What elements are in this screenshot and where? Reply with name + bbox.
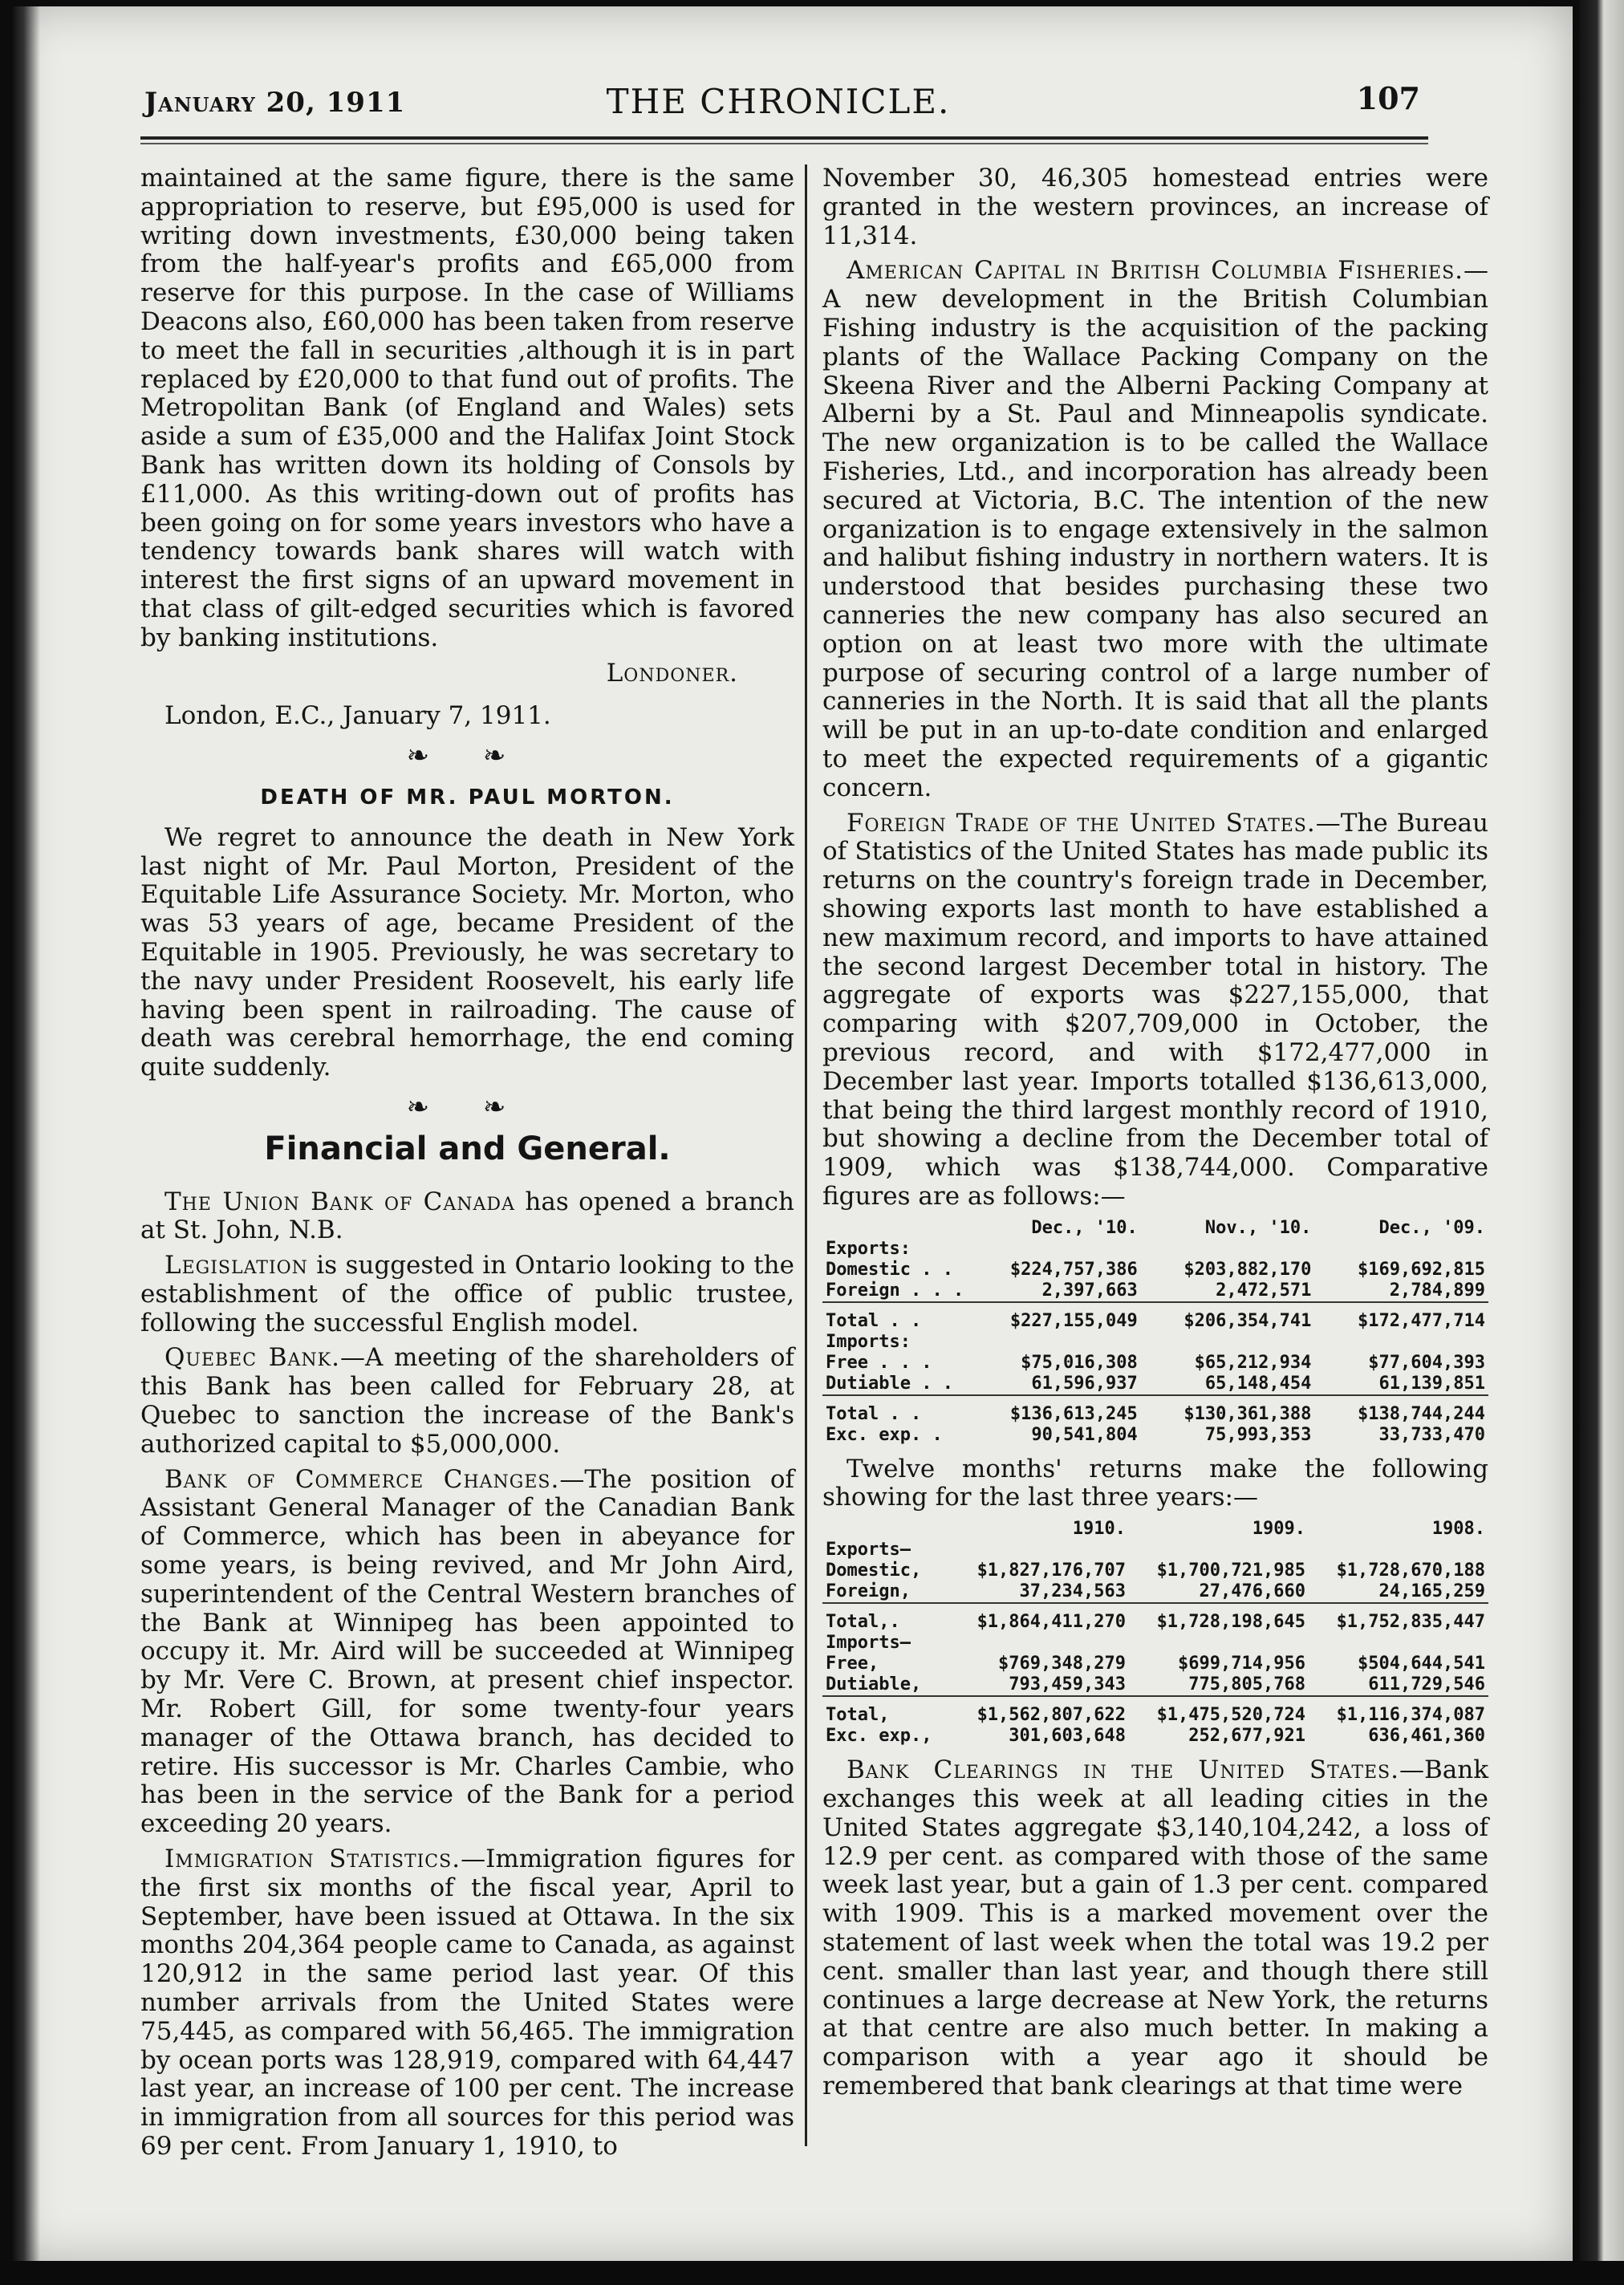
row-label: Free . . . (826, 1352, 932, 1373)
death-heading: DEATH OF MR. PAUL MORTON. (260, 785, 675, 810)
immigration-continued: November 30, 46,305 homestead entries were granted in the western provinces, an increase of 11,314. (822, 164, 1488, 250)
table-header-cell: 1909. (1252, 1519, 1305, 1540)
table-row (822, 1260, 1488, 1280)
table-cell (949, 1633, 1129, 1654)
table-row (822, 1353, 1488, 1374)
table-cell (1314, 1239, 1488, 1260)
foreign-trade-body: —The Bureau of Statistics of the United States has made public its returns on the country's foreign trade in December, showing exports last month to have established a new maximum record, and imports to have attained the second largest December total in history. The aggregate of exports was $227,155,000, that comparing with $207,709,000 in October, the previous record, and with $172,477,000 in December last year. Imports totalled $136,613,000, that being the third largest monthly record of 1910, but showing a decline from the December total of 1909, which was $138,744,000. Comparative figures are as follows:— (822, 808, 1488, 1211)
table-row (822, 1654, 1488, 1674)
table-cell: 2,472,571 (1216, 1280, 1312, 1301)
immigration-item (140, 1845, 794, 2161)
row-label: Imports: (826, 1331, 911, 1352)
page-number: 107 (1356, 80, 1420, 116)
union-bank-item (140, 1188, 794, 1246)
table-cell (1141, 1332, 1315, 1353)
american-capital-lead: American Capital in British Columbia Fisheries. (847, 256, 1464, 286)
table-cell: $1,728,198,645 (1129, 1603, 1309, 1633)
american-capital-body: —A new development in the British Columbian Fishing industry is the acquisition of the packing plants of the Wallace Packing Company on the Skeena River and the Alberni Packing Company at Alberni by a St. Paul and Minneapolis syndicate. The new organization is to be called the Wallace Fisheries, Ltd., and incorporation has already been secured at Victoria, B.C. The intention of the new organization is to engage extensively in the salmon and halibut fishing industry in northern waters. It is understood that besides purchasing these two canneries the new company has also secured an option on at least two more with the ultimate purpose of securing control of a large number of canneries in the North. It is said that all the plants will be put in an up-to-date condition and enlarged to meet the expected requirements of a gigantic concern. (822, 256, 1488, 802)
table-row (822, 1425, 1488, 1446)
table-header-cell: Dec., '09. (1378, 1217, 1485, 1238)
table-header-cell: Nov., '10. (1204, 1217, 1312, 1238)
signature: Londoner. (606, 658, 738, 688)
table-row (822, 1239, 1488, 1260)
table-cell: 252,677,921 (1188, 1726, 1305, 1747)
row-label: Domestic, (826, 1561, 922, 1581)
row-label: Total,. (822, 1603, 949, 1633)
table-cell: 2,784,899 (1389, 1280, 1485, 1301)
table-row (822, 1280, 1488, 1302)
union-bank-lead: The Union Bank of Canada (164, 1187, 515, 1216)
table-cell: 75,993,353 (1204, 1424, 1312, 1445)
table-cell: 61,596,937 (1031, 1373, 1138, 1394)
immigration-body: —Immigration figures for the first six months of the fiscal year, April to September, have been issued at Ottawa. In the six months 204,364 people came to Canada, as against 120,912 in the same period last year. Of this number arrivals from the United States were 75,445, as compared with 56,465. The immigration by ocean ports was 128,919, compared with 64,447 last year, an increase of 100 per cent. The increase in immigration from all sources for this period was 69 per cent. From January 1, 1910, to (140, 1845, 794, 2161)
table-cell: 33,733,470 (1378, 1424, 1485, 1445)
bank-clearings-item (822, 1756, 1488, 2101)
table-cell: 793,459,343 (1009, 1674, 1126, 1695)
table-cell (1309, 1633, 1488, 1654)
december-trade-table (822, 1218, 1488, 1446)
table-cell: $1,864,411,270 (949, 1603, 1129, 1633)
table-cell: 611,729,546 (1368, 1674, 1485, 1695)
table-cell: $227,155,049 (967, 1302, 1141, 1332)
row-label: Total . . (822, 1302, 967, 1332)
row-label: Total . . (822, 1395, 967, 1425)
table-cell: $65,212,934 (1194, 1352, 1312, 1373)
financial-general-heading: Financial and General. (264, 1130, 671, 1167)
table-cell: $224,757,386 (1009, 1259, 1138, 1280)
table-row (822, 1540, 1488, 1561)
issue-date: January 20, 1911 (144, 87, 406, 119)
quebec-bank-lead: Quebec Bank. (164, 1343, 340, 1373)
quebec-bank-item (140, 1344, 794, 1459)
table-cell: 61,139,851 (1378, 1373, 1485, 1394)
row-label: Foreign, (826, 1581, 911, 1602)
table-cell: $172,477,714 (1314, 1302, 1488, 1332)
dateline: London, E.C., January 7, 1911. (164, 701, 551, 731)
table-cell: 27,476,660 (1199, 1581, 1305, 1602)
table-cell: 301,603,648 (1009, 1726, 1126, 1747)
row-label: Exports— (826, 1540, 911, 1561)
row-label: Foreign . . . (826, 1280, 964, 1301)
commerce-item (140, 1466, 794, 1839)
table-cell: $169,692,815 (1358, 1259, 1485, 1280)
table-cell: $130,361,388 (1141, 1395, 1315, 1425)
table-cell (1314, 1332, 1488, 1353)
table-header-row (822, 1519, 1488, 1540)
table-row (822, 1395, 1488, 1425)
table-cell: $769,348,279 (998, 1654, 1126, 1674)
table-cell (967, 1332, 1141, 1353)
table-cell: 636,461,360 (1368, 1726, 1485, 1747)
row-label: Dutiable . . (826, 1373, 953, 1394)
row-label: Exports: (826, 1238, 911, 1259)
table-cell: 90,541,804 (1031, 1424, 1138, 1445)
row-label: Total, (822, 1696, 949, 1726)
bank-clearings-lead: Bank Clearings in the United States. (847, 1755, 1399, 1785)
table-cell: $203,882,170 (1183, 1259, 1312, 1280)
publication-title: THE CHRONICLE. (606, 82, 951, 121)
london-letter-continued: maintained at the same figure, there is the same appropriation to reserve, but £95,000 is used for writing down investments, £30,000 being taken from the half-year's profits and £65,000 from reserve for this purpose. In the case of Williams Deacons also, £60,000 has been taken from reserve to meet the fall in securities ,although it is in part replaced by £20,000 to that fund out of profits. The Metropolitan Bank (of England and Wales) sets aside a sum of £35,000 and the Halifax Joint Stock Bank has written down its holding of Consols by £11,000. As this writing-down out of profits has been going on for some years investors who have a tendency towards bank shares will watch with interest the first signs of an upward movement in that class of gilt-edged securities which is favored by banking institutions. (140, 164, 794, 652)
table-cell: 2,397,663 (1041, 1280, 1138, 1301)
table-header-cell: 1908. (1431, 1519, 1485, 1540)
table-cell: $1,700,721,985 (1156, 1561, 1305, 1581)
immigration-lead: Immigration Statistics. (164, 1845, 461, 1874)
union-bank-body: has opened a branch at St. John, N.B. (140, 1187, 794, 1245)
table-header-cell (822, 1218, 967, 1239)
table-cell: $138,744,244 (1314, 1395, 1488, 1425)
table-header-cell (822, 1519, 949, 1540)
column-divider (805, 164, 807, 2146)
table-cell: $206,354,741 (1141, 1302, 1315, 1332)
table-cell: $1,827,176,707 (976, 1561, 1126, 1581)
header-rule-thin (140, 143, 1428, 144)
twelve-months-intro: Twelve months' returns make the following showing for the last three years:— (822, 1454, 1488, 1512)
table-cell (1309, 1540, 1488, 1561)
quebec-bank-body: —A meeting of the shareholders of this Bank has been called for February 28, at Quebec to sanction the increase of the Bank's authorized capital to $5,000,000. (140, 1343, 795, 1459)
ornament-2: ❧ ❧ (406, 1090, 529, 1123)
row-label: Exc. exp. . (826, 1424, 943, 1445)
table-cell (967, 1239, 1141, 1260)
foreign-trade-item (822, 810, 1488, 1211)
table-row (822, 1674, 1488, 1696)
bank-clearings-body: —Bank exchanges this week at all leading cities in the United States aggregate $3,140,104,242, a loss of 12.9 per cent. as compared with those of the same week last year, but a gain of 1.3 per cent. compared with 1909. This is a marked movement over the statement of last week when the total was 19.2 per cent. smaller than last year, and though there still continues a large decrease at New York, the returns at that centre are also much better. In making a comparison with a year ago it should be remembered that bank clearings at that time were (822, 1755, 1488, 2101)
table-cell (1129, 1540, 1309, 1561)
table-cell: 37,234,563 (1019, 1581, 1126, 1602)
annual-trade-table (822, 1519, 1488, 1747)
page-edge (1579, 0, 1624, 2285)
table-row (822, 1374, 1488, 1395)
table-row (822, 1696, 1488, 1726)
commerce-lead: Bank of Commerce Changes. (164, 1464, 560, 1494)
table-cell: 24,165,259 (1378, 1581, 1485, 1602)
header-rule (140, 136, 1428, 140)
row-label: Free, (826, 1654, 879, 1674)
legislation-item (140, 1252, 794, 1337)
table-header-cell: Dec., '10. (1031, 1217, 1138, 1238)
left-column (140, 164, 794, 2168)
table-cell: 65,148,454 (1204, 1373, 1312, 1394)
american-capital-item (822, 257, 1488, 802)
table-row (822, 1581, 1488, 1603)
table-cell (1141, 1239, 1315, 1260)
legislation-body: is suggested in Ontario looking to the establishment of the office of public trustee, following the successful English model. (140, 1251, 794, 1337)
table-cell: $75,016,308 (1021, 1352, 1138, 1373)
commerce-body: —The position of Assistant General Manager of the Canadian Bank of Commerce, which has been in abeyance for some years, is being revived, and Mr John Aird, superintendent of the Central Western branches of the Bank at Winnipeg has been appointed to occupy it. Mr. Aird will be succeeded at Winnipeg by Mr. Vere C. Brown, at present chief inspector. Mr. Robert Gill, for some twenty-four years manager of the Ottawa branch, has decided to retire. His successor is Mr. Charles Cambie, who has been in the service of the Bank for a period exceeding 20 years. (140, 1464, 794, 1839)
table-cell: 775,805,768 (1188, 1674, 1305, 1695)
table-row (822, 1302, 1488, 1332)
table-cell: $136,613,245 (967, 1395, 1141, 1425)
death-article: We regret to announce the death in New York last night of Mr. Paul Morton, President of the Equitable Life Assurance Society. Mr. Morton, who was 53 years of age, became President of the Equitable in 1905. Previously, he was secretary to the navy under President Roosevelt, his early life having been spent in railroading. The cause of death was cerebral hemorrhage, the end coming quite suddenly. (140, 822, 794, 1082)
table-cell (949, 1540, 1129, 1561)
table-row (822, 1332, 1488, 1353)
table-row (822, 1561, 1488, 1581)
table-cell: $77,604,393 (1368, 1352, 1485, 1373)
foreign-trade-lead: Foreign Trade of the United States. (847, 808, 1316, 838)
table-header-row (822, 1218, 1488, 1239)
row-label: Imports— (826, 1633, 911, 1654)
table-row (822, 1603, 1488, 1633)
row-label: Domestic . . (826, 1259, 953, 1280)
scan-border (0, 2261, 1624, 2285)
binding-shadow (13, 6, 40, 2263)
table-cell: $699,714,956 (1178, 1654, 1305, 1674)
table-row (822, 1726, 1488, 1747)
table-header-cell: 1910. (1072, 1519, 1126, 1540)
table-cell: $1,475,520,724 (1129, 1696, 1309, 1726)
table-cell: $1,116,374,087 (1309, 1696, 1488, 1726)
table-row (822, 1633, 1488, 1654)
table-cell: $1,752,835,447 (1309, 1603, 1488, 1633)
row-label: Exc. exp., (826, 1726, 932, 1747)
row-label: Dutiable, (826, 1674, 922, 1695)
page-header (128, 77, 1428, 133)
ornament: ❧ ❧ (406, 740, 529, 773)
table-cell: $1,562,807,622 (949, 1696, 1129, 1726)
table-cell (1129, 1633, 1309, 1654)
legislation-lead: Legislation (164, 1251, 308, 1280)
table-cell: $504,644,541 (1358, 1654, 1485, 1674)
table-cell: $1,728,670,188 (1336, 1561, 1485, 1581)
right-column (822, 164, 1488, 2108)
